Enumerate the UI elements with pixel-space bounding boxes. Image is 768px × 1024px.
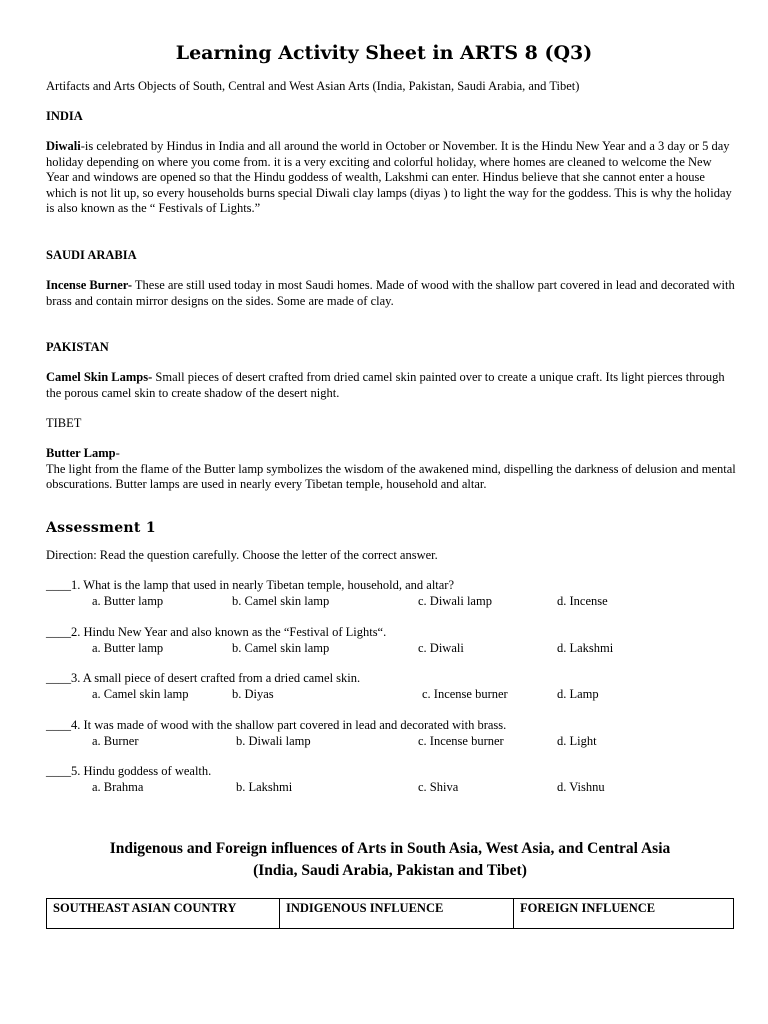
- section-heading-tibet: TIBET: [46, 416, 82, 430]
- section-heading-india: INDIA: [46, 109, 83, 123]
- influences-table: [46, 898, 734, 929]
- option-3d: d. Lamp: [557, 687, 599, 701]
- option-3c: c. Incense burner: [422, 687, 508, 701]
- section-body-saudi-arabia: [46, 278, 736, 309]
- option-4a: a. Burner: [92, 734, 139, 748]
- text-diwali: is celebrated by Hindus in India and all around the world in October or November. It is the Hindu New Year and a 3 day or 5 day holiday depending on where you come from. it is a very exciting and colorful holiday, where homes are cleaned to welcome the New Year and windows are opened so that the Hindu goddess of wealth, Lakshmi can enter. Hindus believe that she cannot enter a house which is not lit up, so every households burns special Diwali clay lamps (diyas ) to light the way for the goddess. This is why the holiday is also known as the “ Festivals of Lights.”: [46, 139, 732, 215]
- section-heading-saudi-arabia: SAUDI ARABIA: [46, 248, 137, 262]
- option-5b: b. Lakshmi: [236, 780, 293, 794]
- question-5: ____5. Hindu goddess of wealth.: [46, 764, 212, 778]
- term-diwali: Diwali: [46, 139, 81, 153]
- option-1c: c. Diwali lamp: [418, 594, 492, 608]
- term-incense-burner: Incense Burner-: [46, 278, 132, 292]
- page-title: Learning Activity Sheet in ARTS 8 (Q3): [175, 42, 593, 64]
- page-subtitle: Artifacts and Arts Objects of South, Central and West Asian Arts (India, Pakistan, Saudi Arabia, and Tibet): [46, 79, 580, 93]
- option-3a: a. Camel skin lamp: [92, 687, 189, 701]
- question-2: ____2. Hindu New Year and also known as the “Festival of Lights“.: [46, 625, 387, 639]
- option-1d: d. Incense: [557, 594, 608, 608]
- influences-subtitle: (India, Saudi Arabia, Pakistan and Tibet): [253, 862, 527, 879]
- option-2c: c. Diwali: [418, 641, 464, 655]
- option-2b: b. Camel skin lamp: [232, 641, 330, 655]
- option-2a: a. Butter lamp: [92, 641, 164, 655]
- text-camel-skin-lamps: Small pieces of desert crafted from dried camel skin painted over to create a unique craft. Its light pierces through the porous camel skin to create shadow of the desert night.: [46, 370, 725, 400]
- term-separator: -: [80, 139, 85, 153]
- section-body-pakistan: [46, 370, 736, 401]
- option-1b: b. Camel skin lamp: [232, 594, 330, 608]
- text-incense-burner: These are still used today in most Saudi homes. Made of wood with the shallow part covered in lead and decorated with brass and contain mirror designs on the sides. Some are made of clay.: [46, 278, 735, 308]
- option-2d: d. Lakshmi: [557, 641, 614, 655]
- option-4b: b. Diwali lamp: [236, 734, 311, 748]
- column-header-foreign: FOREIGN INFLUENCE: [514, 899, 734, 929]
- option-5c: c. Shiva: [418, 780, 459, 794]
- text-butter-lamp: The light from the flame of the Butter lamp symbolizes the wisdom of the awakened mind, dispelling the darkness of delusion and mental obscurations. Butter lamps are used in nearly every Tibetan temple, household and altar.: [46, 461, 736, 491]
- influences-title: Indigenous and Foreign influences of Arts in South Asia, West Asia, and Central Asia: [109, 840, 671, 857]
- term-camel-skin-lamps: Camel Skin Lamps-: [46, 370, 153, 384]
- column-header-country: SOUTHEAST ASIAN COUNTRY: [47, 899, 280, 929]
- option-1a: a. Butter lamp: [92, 594, 164, 608]
- question-4: ____4. It was made of wood with the shallow part covered in lead and decorated with brass.: [46, 718, 507, 732]
- term-butter-lamp: Butter Lamp: [46, 446, 116, 460]
- assessment-title: Assessment 1: [46, 520, 156, 536]
- table-header-row: [47, 899, 734, 929]
- section-heading-pakistan: PAKISTAN: [46, 340, 109, 354]
- option-4c: c. Incense burner: [418, 734, 504, 748]
- option-5d: d. Vishnu: [557, 780, 605, 794]
- column-header-indigenous: INDIGENOUS INFLUENCE: [280, 899, 514, 929]
- section-body-tibet: [46, 446, 736, 493]
- option-3b: b. Diyas: [232, 687, 274, 701]
- section-body-india: [46, 139, 736, 217]
- question-3: ____3. A small piece of desert crafted from a dried camel skin.: [46, 671, 361, 685]
- term-separator: -: [115, 446, 120, 460]
- assessment-direction: Direction: Read the question carefully. Choose the letter of the correct answer.: [46, 548, 438, 562]
- option-5a: a. Brahma: [92, 780, 144, 794]
- option-4d: d. Light: [557, 734, 597, 748]
- question-1: ____1. What is the lamp that used in nearly Tibetan temple, household, and altar?: [46, 578, 455, 592]
